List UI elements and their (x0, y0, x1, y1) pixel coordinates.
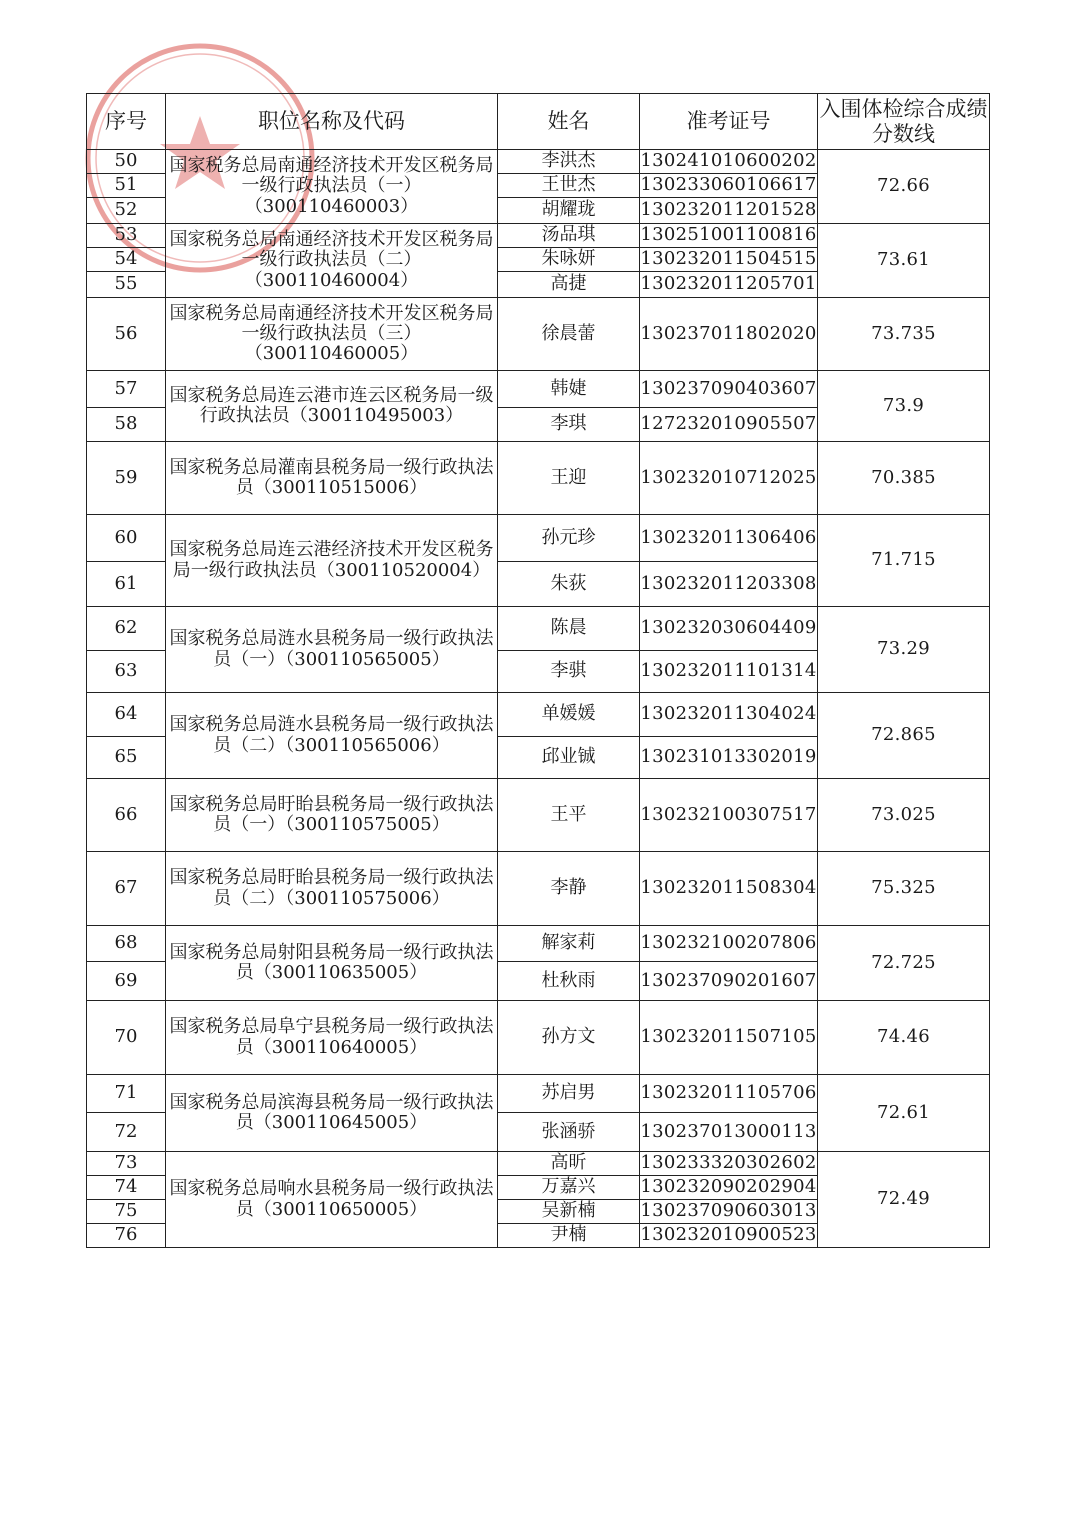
table-row (87, 442, 990, 515)
table-row (87, 779, 990, 852)
cell-cutoff: 74.46 (818, 1001, 990, 1075)
cell-position: 国家税务总局盱眙县税务局一级行政执法员（二）（300110575006） (166, 852, 498, 926)
table-row (87, 371, 990, 408)
header-cutoff: 入围体检综合成绩分数线 (818, 94, 990, 150)
cell-position: 国家税务总局灌南县税务局一级行政执法员（300110515006） (166, 442, 498, 515)
cell-cutoff: 72.725 (818, 926, 990, 1001)
cell-seq: 66 (87, 779, 166, 852)
cell-cutoff: 72.66 (818, 150, 990, 224)
table-row (87, 224, 990, 248)
cell-cutoff: 72.865 (818, 693, 990, 779)
cell-exam-no: 130232011504515 (640, 248, 818, 272)
cell-name: 李骐 (498, 651, 640, 693)
cell-exam-no: 130237090201607 (640, 962, 818, 1001)
cell-cutoff: 73.61 (818, 224, 990, 298)
cell-exam-no: 130232011507105 (640, 1001, 818, 1075)
cell-exam-no: 130232100207806 (640, 926, 818, 962)
cell-exam-no: 130232100307517 (640, 779, 818, 852)
cell-name: 李静 (498, 852, 640, 926)
cell-name: 张涵骄 (498, 1113, 640, 1152)
cell-exam-no: 130232011205701 (640, 272, 818, 298)
table-row (87, 607, 990, 651)
cell-seq: 72 (87, 1113, 166, 1152)
cell-seq: 58 (87, 408, 166, 442)
cell-name: 朱咏妍 (498, 248, 640, 272)
cell-cutoff: 70.385 (818, 442, 990, 515)
cell-seq: 74 (87, 1176, 166, 1200)
cell-seq: 57 (87, 371, 166, 408)
cell-name: 王迎 (498, 442, 640, 515)
cell-seq: 67 (87, 852, 166, 926)
table-row (87, 693, 990, 737)
cell-position: 国家税务总局响水县税务局一级行政执法员（300110650005） (166, 1152, 498, 1248)
cell-cutoff: 73.29 (818, 607, 990, 693)
cell-exam-no: 130232030604409 (640, 607, 818, 651)
table-row (87, 1152, 990, 1176)
cell-position: 国家税务总局南通经济技术开发区税务局一级行政执法员（三）（300110460005） (166, 298, 498, 371)
cell-exam-no: 130232011203308 (640, 562, 818, 607)
cell-position: 国家税务总局盱眙县税务局一级行政执法员（一）（300110575005） (166, 779, 498, 852)
cell-seq: 60 (87, 515, 166, 562)
cell-name: 尹楠 (498, 1224, 640, 1248)
cell-exam-no: 130232011101314 (640, 651, 818, 693)
table-body (87, 150, 990, 1248)
cell-position: 国家税务总局南通经济技术开发区税务局一级行政执法员（一）（300110460003） (166, 150, 498, 224)
header-exam-no: 准考证号 (640, 94, 818, 150)
cell-name: 单媛媛 (498, 693, 640, 737)
cell-name: 徐晨蕾 (498, 298, 640, 371)
cell-seq: 50 (87, 150, 166, 174)
cell-seq: 59 (87, 442, 166, 515)
cell-name: 孙元珍 (498, 515, 640, 562)
cell-seq: 75 (87, 1200, 166, 1224)
cell-name: 解家莉 (498, 926, 640, 962)
cell-seq: 51 (87, 174, 166, 198)
cell-cutoff: 73.9 (818, 371, 990, 442)
cell-exam-no: 130233320302602 (640, 1152, 818, 1176)
cell-name: 汤品琪 (498, 224, 640, 248)
cell-name: 高捷 (498, 272, 640, 298)
table-row (87, 926, 990, 962)
cell-position: 国家税务总局滨海县税务局一级行政执法员（300110645005） (166, 1075, 498, 1152)
cell-name: 高昕 (498, 1152, 640, 1176)
header-name: 姓名 (498, 94, 640, 150)
cell-position: 国家税务总局涟水县税务局一级行政执法员（二）（300110565006） (166, 693, 498, 779)
table-row (87, 1001, 990, 1075)
cell-exam-no: 130232011105706 (640, 1075, 818, 1113)
cell-seq: 53 (87, 224, 166, 248)
cell-name: 万嘉兴 (498, 1176, 640, 1200)
cell-seq: 52 (87, 198, 166, 224)
cell-position: 国家税务总局阜宁县税务局一级行政执法员（300110640005） (166, 1001, 498, 1075)
table-row (87, 515, 990, 562)
table-row (87, 1075, 990, 1113)
cell-exam-no: 130237011802020 (640, 298, 818, 371)
cell-exam-no: 130251001100816 (640, 224, 818, 248)
cell-name: 胡耀珑 (498, 198, 640, 224)
cell-cutoff: 73.735 (818, 298, 990, 371)
cell-exam-no: 130241010600202 (640, 150, 818, 174)
cell-name: 杜秋雨 (498, 962, 640, 1001)
cell-exam-no: 130232011508304 (640, 852, 818, 926)
cell-exam-no: 130232010712025 (640, 442, 818, 515)
cell-seq: 64 (87, 693, 166, 737)
cell-name: 韩婕 (498, 371, 640, 408)
cell-name: 陈晨 (498, 607, 640, 651)
cell-seq: 63 (87, 651, 166, 693)
header-seq: 序号 (87, 94, 166, 150)
cell-exam-no: 130232011306406 (640, 515, 818, 562)
cell-name: 苏启男 (498, 1075, 640, 1113)
cell-seq: 71 (87, 1075, 166, 1113)
cell-seq: 65 (87, 737, 166, 779)
cell-exam-no: 130231013302019 (640, 737, 818, 779)
cell-position: 国家税务总局连云港经济技术开发区税务局一级行政执法员（300110520004） (166, 515, 498, 607)
cell-name: 吴新楠 (498, 1200, 640, 1224)
cell-position: 国家税务总局射阳县税务局一级行政执法员（300110635005） (166, 926, 498, 1001)
cell-seq: 69 (87, 962, 166, 1001)
cell-cutoff: 72.61 (818, 1075, 990, 1152)
cell-exam-no: 130237090603013 (640, 1200, 818, 1224)
cell-seq: 62 (87, 607, 166, 651)
cell-seq: 68 (87, 926, 166, 962)
cell-exam-no: 130232011201528 (640, 198, 818, 224)
cell-exam-no: 130232010900523 (640, 1224, 818, 1248)
cell-name: 孙方文 (498, 1001, 640, 1075)
cell-exam-no: 130232011304024 (640, 693, 818, 737)
cell-name: 李洪杰 (498, 150, 640, 174)
cell-exam-no: 130232090202904 (640, 1176, 818, 1200)
cell-position: 国家税务总局连云港市连云区税务局一级行政执法员（300110495003） (166, 371, 498, 442)
cell-seq: 73 (87, 1152, 166, 1176)
table-header-row (87, 94, 990, 150)
cell-seq: 55 (87, 272, 166, 298)
cell-exam-no: 130237013000113 (640, 1113, 818, 1152)
cell-cutoff: 71.715 (818, 515, 990, 607)
cell-position: 国家税务总局涟水县税务局一级行政执法员（一）（300110565005） (166, 607, 498, 693)
cell-cutoff: 75.325 (818, 852, 990, 926)
table-row (87, 298, 990, 371)
cell-seq: 70 (87, 1001, 166, 1075)
candidate-table (86, 93, 990, 1248)
cell-position: 国家税务总局南通经济技术开发区税务局一级行政执法员（二）（300110460004） (166, 224, 498, 298)
cell-name: 邱业铖 (498, 737, 640, 779)
cell-seq: 61 (87, 562, 166, 607)
cell-exam-no: 130237090403607 (640, 371, 818, 408)
cell-name: 王世杰 (498, 174, 640, 198)
cell-name: 李琪 (498, 408, 640, 442)
header-position: 职位名称及代码 (166, 94, 498, 150)
cell-cutoff: 72.49 (818, 1152, 990, 1248)
cell-exam-no: 130233060106617 (640, 174, 818, 198)
cell-name: 王平 (498, 779, 640, 852)
cell-cutoff: 73.025 (818, 779, 990, 852)
cell-exam-no: 127232010905507 (640, 408, 818, 442)
cell-seq: 56 (87, 298, 166, 371)
cell-name: 朱荻 (498, 562, 640, 607)
cell-seq: 54 (87, 248, 166, 272)
table-row (87, 150, 990, 174)
cell-seq: 76 (87, 1224, 166, 1248)
table-row (87, 852, 990, 926)
